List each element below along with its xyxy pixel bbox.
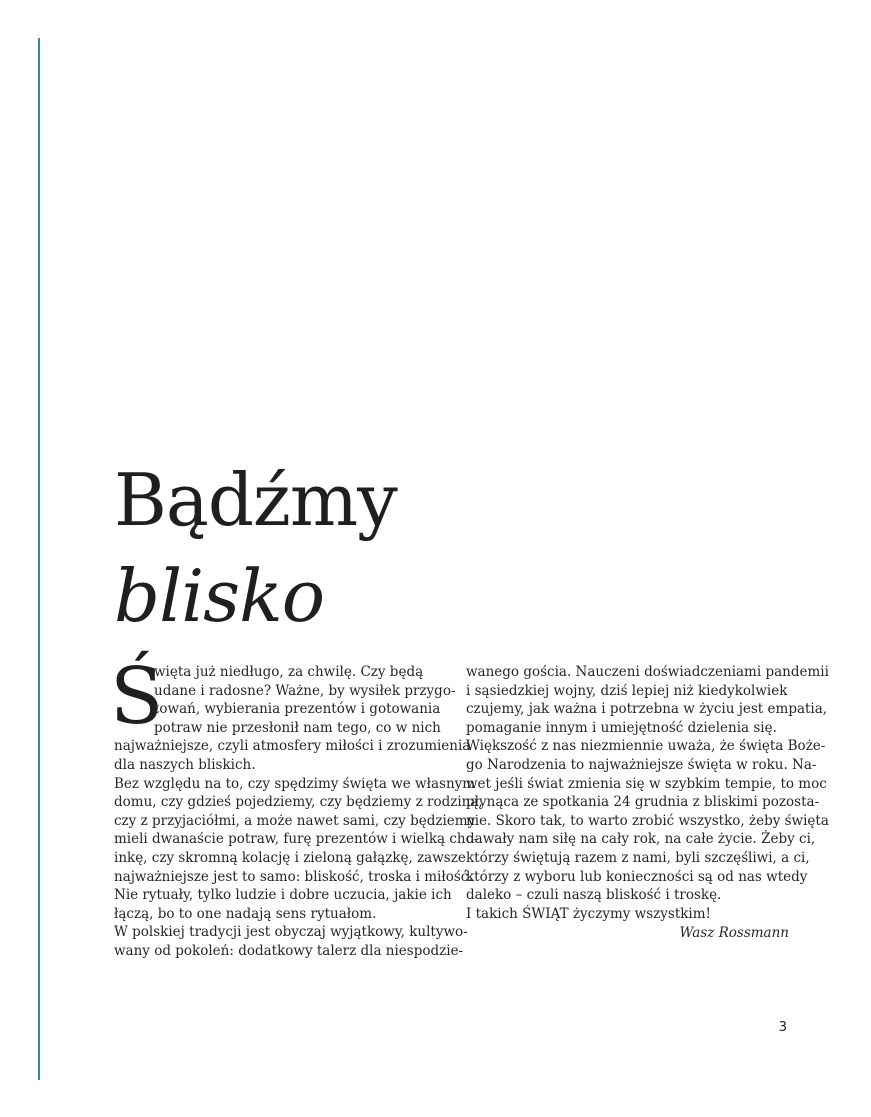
drop-cap-letter: Ś — [110, 652, 164, 742]
signature: Wasz Rossmann — [679, 925, 789, 941]
article-line: W polskiej tradycji jest obyczaj wyjątkowy, kultywo- — [114, 924, 468, 941]
article-line: wanego gościa. Nauczeni doświadczeniami pandemii — [466, 664, 829, 680]
article-line: nie. Skoro tak, to warto zrobić wszystko, żeby święta — [466, 812, 829, 829]
article-line: czy z przyjaciółmi, a może nawet sami, czy będziemy — [114, 812, 476, 829]
headline-line-2: blisko — [114, 554, 325, 638]
article-column-right — [466, 663, 829, 923]
article-line: udane i radosne? Ważne, by wysiłek przygo- — [154, 682, 456, 699]
article-line: inkę, czy skromną kolację i zieloną gałązkę, zawsze — [114, 849, 466, 866]
article-line: dla naszych bliskich. — [114, 756, 256, 773]
article-line: wany od pokoleń: dodatkowy talerz dla niespodzie- — [114, 942, 464, 959]
article-line: najważniejsze jest to samo: bliskość, troska i miłość. — [114, 868, 473, 885]
article-line: mieli dwanaście potraw, furę prezentów i wielką cho- — [114, 831, 479, 848]
headline-line-1: Bądźmy — [114, 458, 397, 542]
article-line: towań, wybierania prezentów i gotowania — [154, 701, 441, 718]
article-line: i sąsiedzkiej wojny, dziś lepiej niż kiedykolwiek — [466, 682, 788, 699]
binding-accent-line — [38, 38, 40, 1080]
page-headline — [114, 452, 397, 644]
article-column-left — [114, 663, 483, 961]
article-line: go Narodzenia to najważniejsze święta w roku. Na- — [466, 756, 817, 773]
page-number: 3 — [778, 1020, 787, 1035]
article-line: potraw nie przesłonił nam tego, co w nich — [154, 719, 441, 736]
article-line: Bez względu na to, czy spędzimy święta we własnym — [114, 775, 476, 792]
article-line: płynąca ze spotkania 24 grudnia z bliskimi pozosta- — [466, 794, 820, 811]
article-line: którzy świętują razem z nami, byli szczęśliwi, a ci, — [466, 849, 810, 866]
article-line: wet jeśli świat zmienia się w szybkim tempie, to moc — [466, 775, 827, 792]
article-line: łączą, bo to one nadają sens rytuałom. — [114, 905, 377, 922]
article-line: Większość z nas niezmiennie uważa, że święta Boże- — [466, 738, 826, 755]
article-line: pomaganie innym i umiejętność dzielenia się. — [466, 719, 777, 736]
article-line: Nie rytuały, tylko ludzie i dobre uczucia, jakie ich — [114, 887, 452, 904]
article-line: którzy z wyboru lub konieczności są od nas wtedy — [466, 868, 808, 885]
article-line: więta już niedługo, za chwilę. Czy będą — [154, 664, 424, 680]
article-line: czujemy, jak ważna i potrzebna w życiu jest empatia, — [466, 701, 828, 718]
article-line: daleko – czuli naszą bliskość i troskę. — [466, 887, 722, 904]
article-line: I takich ŚWIĄT życzymy wszystkim! — [466, 905, 711, 922]
article-line: najważniejsze, czyli atmosfery miłości i zrozumienia — [114, 738, 471, 755]
article-line: dawały nam siłę na cały rok, na całe życie. Żeby ci, — [466, 831, 816, 848]
article-line: domu, czy gdzieś pojedziemy, czy będziemy z rodziną, — [114, 794, 483, 811]
